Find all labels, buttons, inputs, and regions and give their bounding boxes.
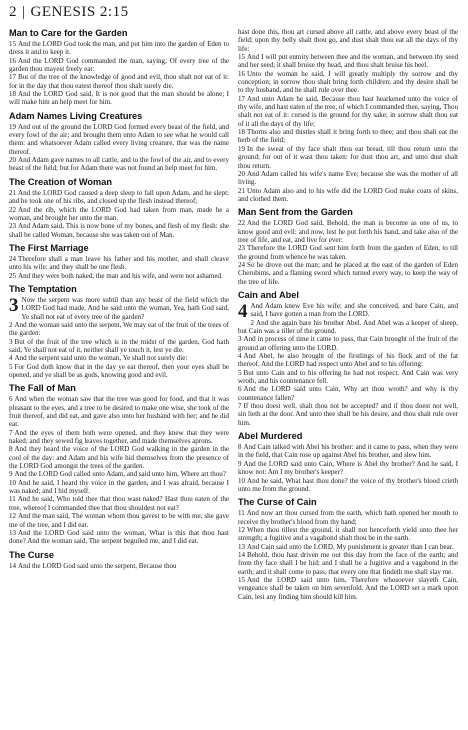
verse xyxy=(238,385,458,402)
verse-number: 16 xyxy=(238,69,246,78)
verse-text: Behold, thou hast driven me out this day from the face of the earth; and from thy face shall I be hid; and I shall be a fugitive and a vagabond in the earth; and it shall come to pass, that every one that findeth me shall slay me. xyxy=(238,550,458,576)
verse xyxy=(9,222,229,239)
verse xyxy=(9,562,229,570)
verse xyxy=(9,338,229,355)
verse-number: 20 xyxy=(9,156,17,165)
verse-text: And the LORD God said, It is not good that the man should be alone; I will make him an help meet for him. xyxy=(9,90,229,107)
verse-text: And when the woman saw that the tree was good for food, and that it was pleasant to the eyes, and a tree to be desired to make one wise, she took of the fruit thereof, and did eat, and gave also unto her husband with her; and he did eat. xyxy=(9,395,229,429)
verse-text: And the LORD said unto him, Therefore whosoever slayeth Cain, vengeance shall be taken on him sevenfold. And the LORD set a mark upon Cain, lest any finding him should kill him. xyxy=(238,575,458,601)
verse xyxy=(238,145,458,170)
verse-number: 22 xyxy=(9,205,17,214)
verse-number: 18 xyxy=(238,128,246,137)
verse xyxy=(238,261,458,286)
verse xyxy=(9,395,229,428)
verse xyxy=(9,40,229,57)
section-heading: The Curse of Cain xyxy=(238,497,317,508)
verse xyxy=(9,479,229,496)
verse-text: And Adam called his wife's name Eve; because she was the mother of all living. xyxy=(238,169,458,187)
verse-text: In the sweat of thy face shalt thou eat bread, till thou return unto the ground; for out of it wast thou taken: for dust thou art, and unto dust shalt thou return. xyxy=(238,144,458,170)
verse xyxy=(238,300,458,322)
verse-text: And Adam gave names to all cattle, and to the fowl of the air, and to every beast of the field; but for Adam there was not found an help meet for him. xyxy=(9,156,229,173)
verse xyxy=(238,70,458,95)
verse-text: And in process of time it came to pass, that Cain brought of the fruit of the ground an offering unto the LORD. xyxy=(238,335,458,352)
verse xyxy=(9,73,229,90)
verse xyxy=(9,429,229,446)
page-number: 2 xyxy=(9,4,17,20)
section-heading: The First Marriage xyxy=(9,242,89,253)
verse-text: For God doth know that in the day ye eat thereof, then your eyes shall be opened, and ye shall be as gods, knowing good and evil. xyxy=(9,362,229,379)
chapter-number: 3 xyxy=(9,294,19,316)
verse-text: And the LORD God said, Behold, the man is become as one of us, to know good and evil: and now, lest he put forth his hand, and take also of the tree of life, and eat, and live for ever: xyxy=(238,219,458,244)
verse xyxy=(238,128,458,145)
verse-number: 4 xyxy=(238,352,242,361)
verse-text: If thou doest well, shalt thou not be accepted? and if thou doest not well, sin lieth at the door. And unto thee shall be his desire, and thou shalt rule over him. xyxy=(238,402,458,427)
verse-text: So he drove out the man; and he placed at the east of the garden of Eden Cherubims, and a flaming sword which turned every way, to keep the way of the tree of life. xyxy=(238,260,458,286)
verse-text: And Abel, he also brought of the firstlings of his flock and of the fat thereof. And the LORD had respect unto Abel and to his offering: xyxy=(238,352,458,369)
section-heading: The Curse xyxy=(9,549,54,560)
verse-number: 2 xyxy=(9,320,13,329)
verse-text: And the man said, The woman whom thou gavest to be with me, she gave me of the tree, and I did eat. xyxy=(9,512,229,529)
chapter-number: 4 xyxy=(238,300,248,322)
verse xyxy=(238,244,458,261)
section-heading: Abel Murdered xyxy=(238,431,303,442)
verse xyxy=(9,470,229,478)
verse-number: 5 xyxy=(238,368,242,377)
verse-number: 10 xyxy=(9,478,17,487)
verse-number: 13 xyxy=(238,542,246,551)
verse-text: And the LORD said unto Cain, Why art thou wroth? and why is thy countenance fallen? xyxy=(238,385,458,402)
verse-text: And he said, Who told thee that thou wast naked? Hast thou eaten of the tree, whereof I commanded thee that thou shouldest not eat? xyxy=(9,495,229,512)
verse xyxy=(9,296,229,321)
verse xyxy=(238,509,458,526)
section-heading: Man Sent from the Garden xyxy=(238,207,353,218)
verse xyxy=(238,219,458,244)
verse-number: 14 xyxy=(238,550,246,559)
verse xyxy=(238,402,458,427)
verse xyxy=(9,354,229,362)
verse-text: And the serpent said unto the woman, Ye shall not surely die: xyxy=(14,354,188,363)
verse-text: And Adam knew Eve his wife; and she conceived, and bare Cain, and said, I have gotten a man from the LORD. xyxy=(250,301,458,319)
verse xyxy=(9,495,229,512)
verse-text: And I will put enmity between thee and the woman, and between thy seed and her seed; it shall bruise thy head, and thou shalt bruise his heel. xyxy=(238,53,458,70)
verse-text: And Cain talked with Abel his brother: and it came to pass, when they were in the field, that Cain rose up against Abel his brother, and slew him. xyxy=(238,443,458,460)
verse-number: 8 xyxy=(238,443,242,452)
verse-number: 7 xyxy=(238,402,242,411)
book-reference: GENESIS 2:15 xyxy=(30,4,129,20)
verse-number: 4 xyxy=(9,354,13,363)
header-separator: | xyxy=(22,4,26,20)
verse-number: 24 xyxy=(238,260,246,269)
verse-text: When thou tillest the ground, it shall not henceforth yield unto thee her strength; a fugitive and a vagabond shalt thou be in the earth. xyxy=(238,525,458,543)
verse-number: 15 xyxy=(238,53,246,62)
verse xyxy=(238,551,458,576)
verse-text: And unto Adam he said, Because thou hast hearkened unto the voice of thy wife, and hast eaten of the tree, of which I commanded thee, saying, Thou shalt not eat of it: cursed is the ground for thy sake; in sorrow shalt thou eat of it all the days of thy life; xyxy=(238,94,458,128)
verse-number: 22 xyxy=(238,219,246,228)
verse xyxy=(9,57,229,74)
verse-text: And the LORD God said unto the serpent, Because thou xyxy=(18,561,177,570)
verse xyxy=(9,363,229,380)
verse-text: Therefore shall a man leave his father and his mother, and shall cleave unto his wife: and they shall be one flesh. xyxy=(9,254,229,272)
verse-text: Unto Adam also and to his wife did the LORD God make coats of skins, and clothed them. xyxy=(238,186,458,203)
page-header xyxy=(9,4,129,24)
verse-number: 19 xyxy=(238,144,246,153)
verse xyxy=(238,335,458,352)
verse xyxy=(9,445,229,470)
verse-number: 12 xyxy=(9,512,17,521)
section-heading: Adam Names Living Creatures xyxy=(9,110,143,121)
verse xyxy=(238,53,458,70)
verse xyxy=(9,123,229,156)
verse xyxy=(238,543,458,551)
section-heading: The Creation of Woman xyxy=(9,176,112,187)
verse xyxy=(238,28,458,53)
verse-text: And she again bare his brother Abel. And Abel was a keeper of sheep, but Cain was a tiller of the ground. xyxy=(238,318,458,335)
verse-text: And the LORD said unto Cain, Where is Abel thy brother? And he said, I know not: Am I my brother's keeper? xyxy=(238,459,458,477)
verse-number: 21 xyxy=(238,186,246,195)
verse-number: 9 xyxy=(238,459,242,468)
verse-text: And the LORD God called unto Adam, and said unto him, Where art thou? xyxy=(14,470,226,479)
verse-number: 20 xyxy=(238,169,246,178)
verse-number: 7 xyxy=(9,428,13,437)
verse xyxy=(238,187,458,204)
verse-text: And the LORD God caused a deep sleep to fall upon Adam, and he slept: and he took one of his ribs, and closed up the flesh instead thereof; xyxy=(9,188,229,206)
verse xyxy=(238,576,458,601)
verse-number: 24 xyxy=(9,254,17,263)
right-column xyxy=(238,28,458,728)
verse-text: And the LORD God took the man, and put him into the garden of Eden to dress it and to keep it. xyxy=(9,40,229,57)
verse-number: 23 xyxy=(9,222,17,231)
verse-text: And they were both naked, the man and his wife, and were not ashamed. xyxy=(18,271,223,280)
verse xyxy=(238,369,458,386)
verse xyxy=(9,90,229,107)
verse xyxy=(9,272,229,280)
verse-number: 14 xyxy=(9,561,17,570)
verse-text: Unto the woman he said, I will greatly multiply thy sorrow and thy conception; in sorrow thou shalt bring forth children; and thy desire shall be to thy husband, and he shall rule over thee. xyxy=(238,69,458,95)
verse-text: And the rib, which the LORD God had taken from man, made he a woman, and brought her unto the man. xyxy=(9,205,229,222)
left-column xyxy=(9,28,229,728)
verse-text: And now art thou cursed from the earth, which hath opened her mouth to receive thy brother's blood from thy hand; xyxy=(238,509,458,526)
verse-number: 9 xyxy=(9,470,13,479)
verse-text: And they heard the voice of the LORD God walking in the garden in the cool of the day: and Adam and his wife hid themselves from the presence of the LORD God amongst the trees of the garden. xyxy=(9,445,229,471)
verse xyxy=(9,156,229,173)
verse xyxy=(238,352,458,369)
verse-number: 6 xyxy=(9,395,13,404)
section-heading: The Temptation xyxy=(9,283,77,294)
verse-number: 13 xyxy=(9,528,17,537)
section-heading: The Fall of Man xyxy=(9,383,76,394)
verse-number: 2 xyxy=(250,318,255,327)
verse xyxy=(238,477,458,494)
verse-number: 10 xyxy=(238,476,246,485)
verse-number: 5 xyxy=(9,362,13,371)
verse xyxy=(238,170,458,187)
verse-text: And the LORD God said unto the woman, What is this that thou hast done? And the woman said, The serpent beguiled me, and I did eat. xyxy=(9,528,229,546)
verse xyxy=(238,95,458,128)
section-heading: Man to Care for the Garden xyxy=(9,28,128,38)
verse-text: And out of the ground the LORD God formed every beast of the field, and every fowl of the air; and brought them unto Adam to see what he would call them: and whatsoever Adam called every living creature, that was the name thereof. xyxy=(9,122,229,156)
verse-text: And Cain said unto the LORD, My punishment is greater than I can bear. xyxy=(247,542,454,551)
verse xyxy=(9,512,229,529)
verse xyxy=(9,206,229,223)
verse xyxy=(9,321,229,338)
verse-text: And Adam said, This is now bone of my bones, and flesh of my flesh: she shall be called Woman, because she was taken out of Man. xyxy=(9,222,229,239)
verse-text: And he said, What hast thou done? the voice of thy brother's blood crieth unto me from the ground. xyxy=(238,476,458,493)
verse xyxy=(238,526,458,543)
verse-number: 19 xyxy=(9,122,17,131)
verse-number: 3 xyxy=(9,337,13,346)
verse-text: And the woman said unto the serpent, We may eat of the fruit of the trees of the garden: xyxy=(9,320,229,338)
verse-text: hast done this, thou art cursed above all cattle, and above every beast of the field; upon thy belly shalt thou go, and dust shalt thou eat all the days of thy life: xyxy=(238,28,458,53)
verse-number: 16 xyxy=(9,56,17,65)
verse xyxy=(9,189,229,206)
verse xyxy=(238,319,458,336)
verse-number: 18 xyxy=(9,90,17,99)
verse-number: 12 xyxy=(238,525,246,534)
verse-text: But of the tree of the knowledge of good and evil, thou shalt not eat of it: for in the day that thou eatest thereof thou shalt surely die. xyxy=(9,73,229,90)
verse-number: 17 xyxy=(9,73,17,82)
verse-number: 8 xyxy=(9,445,13,454)
verse xyxy=(238,460,458,477)
verse-text: And the LORD God commanded the man, saying, Of every tree of the garden thou mayest freely eat: xyxy=(9,56,229,74)
verse-number: 25 xyxy=(9,271,17,280)
verse-number: 15 xyxy=(9,40,17,48)
verse-number: 23 xyxy=(238,244,246,253)
verse-number: 3 xyxy=(238,335,242,344)
verse-text: Therefore the LORD God sent him forth from the garden of Eden, to till the ground from whence he was taken. xyxy=(238,244,458,261)
verse-number: 21 xyxy=(9,188,17,197)
verse-number: 6 xyxy=(238,385,242,394)
verse-text: Now the serpent was more subtil than any beast of the field which the LORD God had made. And he said unto the woman, Yea, hath God said, Ye shall not eat of every tree of the garden? xyxy=(21,295,229,321)
verse-text: And he said, I heard thy voice in the garden, and I was afraid, because I was naked; and I hid myself. xyxy=(9,478,229,496)
section-heading: Cain and Abel xyxy=(238,289,299,300)
verse-number: 11 xyxy=(9,495,16,504)
verse-text: But unto Cain and to his offering he had not respect. And Cain was very wroth, and his countenance fell. xyxy=(238,368,458,386)
verse xyxy=(238,443,458,460)
verse xyxy=(9,255,229,272)
verse-number: 17 xyxy=(238,94,246,103)
verse-text: Thorns also and thistles shall it bring forth to thee; and thou shalt eat the herb of the field; xyxy=(238,128,458,145)
verse-number: 15 xyxy=(238,575,246,584)
verse-text: And the eyes of them both were opened, and they knew that they were naked; and they sewed fig leaves together, and made themselves aprons. xyxy=(9,428,229,446)
verse-number: 11 xyxy=(238,509,245,518)
verse xyxy=(9,529,229,546)
verse-text: But of the fruit of the tree which is in the midst of the garden, God hath said, Ye shall not eat of it, neither shall ye touch it, lest ye die. xyxy=(9,337,229,354)
